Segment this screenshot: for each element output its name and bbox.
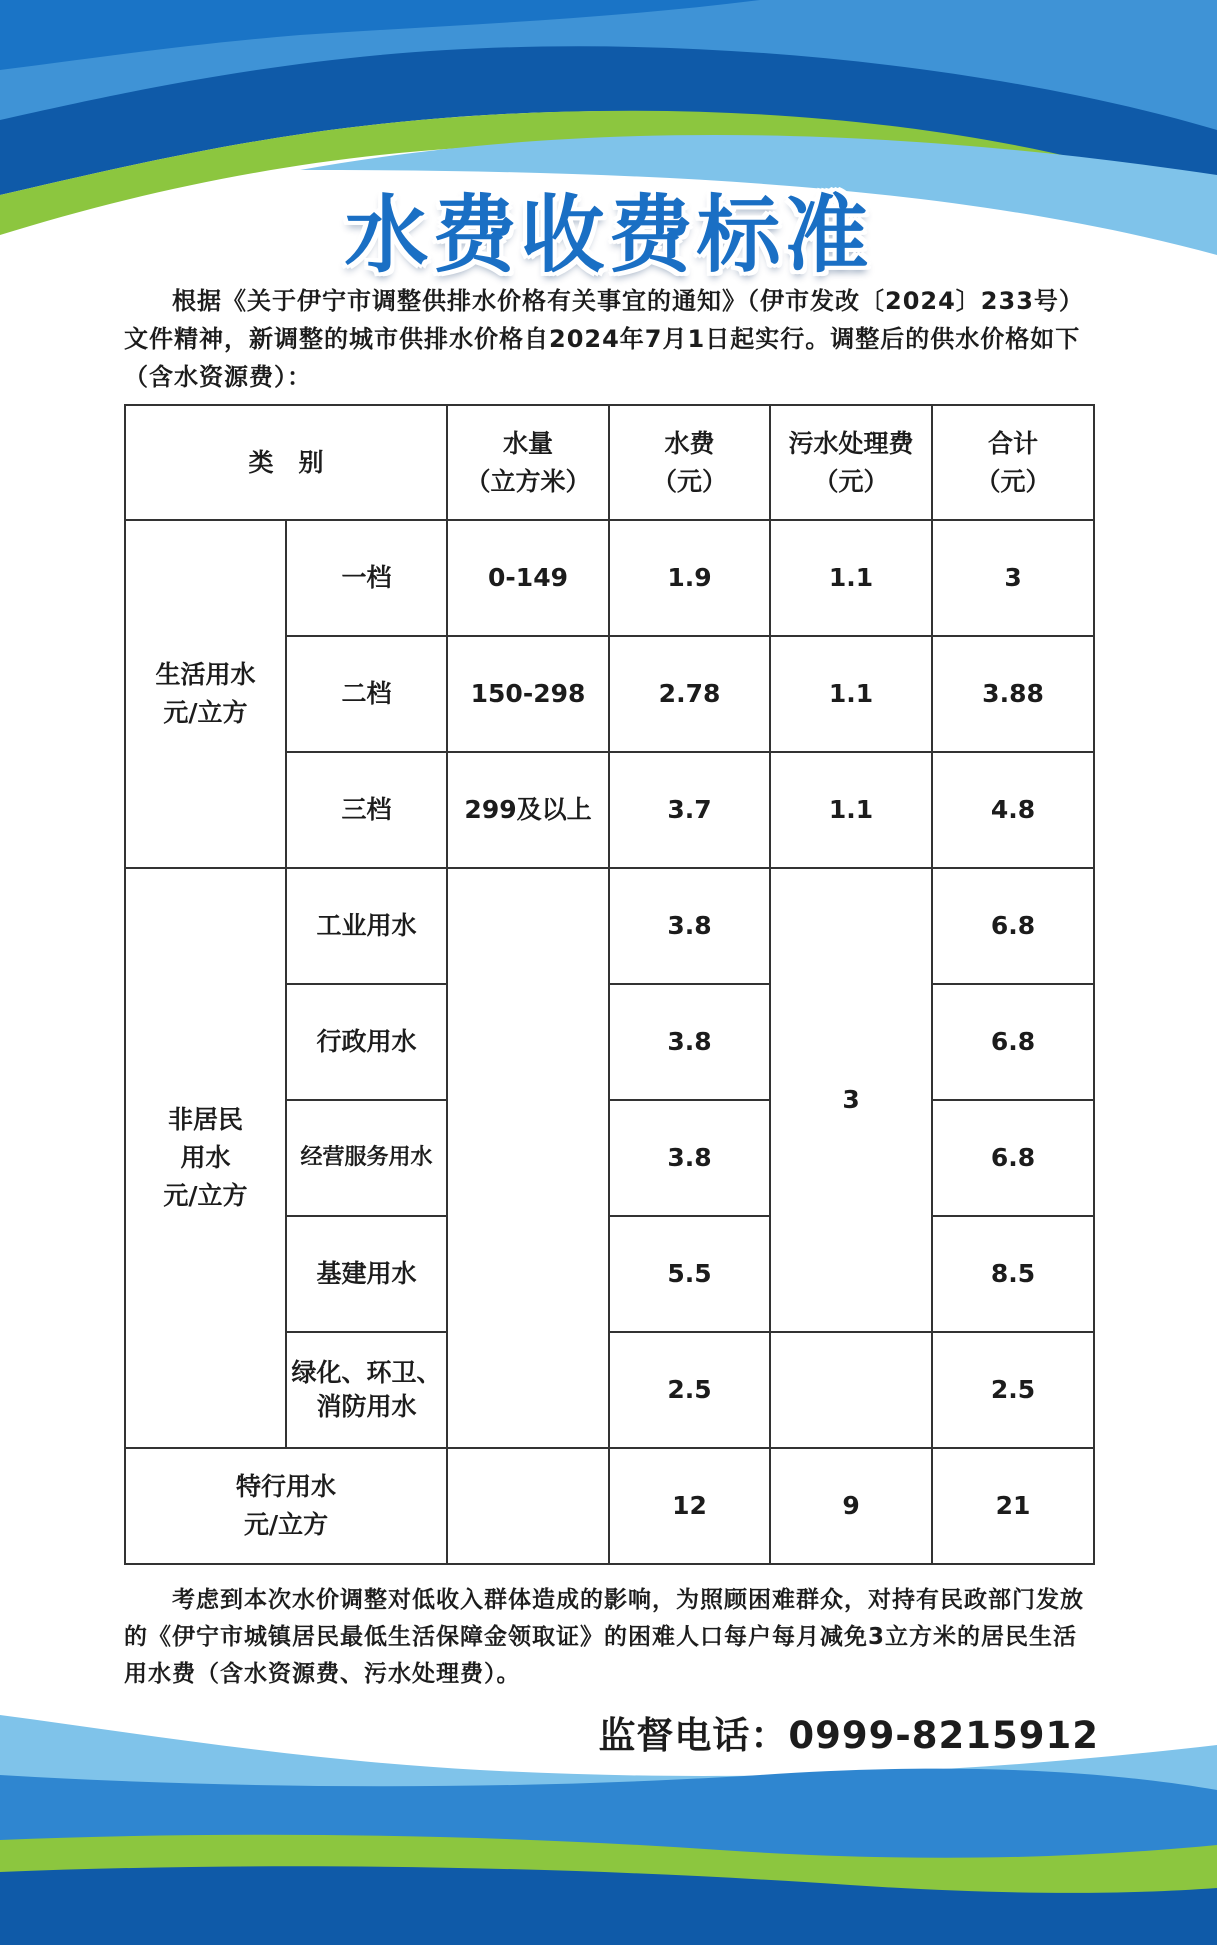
- usage-type-label: 经营服务用水: [286, 1100, 447, 1216]
- tier-label: 一档: [286, 520, 447, 636]
- supervision-hotline: 监督电话：0999-8215912: [598, 1714, 1099, 1757]
- volume-cell-empty: [447, 868, 609, 1448]
- water-fee-cell: 3.7: [609, 752, 770, 868]
- table-row: [125, 1448, 1094, 1564]
- non-residential-group-label: 非居民 用水 元/立方: [125, 868, 286, 1448]
- usage-type-label: 绿化、环卫、 消防用水: [286, 1332, 447, 1448]
- table-header-row: [125, 405, 1094, 520]
- total-cell: 4.8: [932, 752, 1094, 868]
- total-cell: 6.8: [932, 868, 1094, 984]
- water-fee-cell: 3.8: [609, 984, 770, 1100]
- header-volume: 水量 （立方米）: [447, 405, 609, 520]
- water-fee-cell: 5.5: [609, 1216, 770, 1332]
- volume-cell: 0-149: [447, 520, 609, 636]
- sewage-fee-cell-empty: [770, 1332, 932, 1448]
- total-cell: 8.5: [932, 1216, 1094, 1332]
- header-category: 类 别: [125, 405, 447, 520]
- water-fee-cell: 3.8: [609, 868, 770, 984]
- sewage-fee-cell: 1.1: [770, 636, 932, 752]
- header-water-fee: 水费 （元）: [609, 405, 770, 520]
- residential-group-label: 生活用水 元/立方: [125, 520, 286, 868]
- total-cell: 21: [932, 1448, 1094, 1564]
- water-fee-cell: 12: [609, 1448, 770, 1564]
- water-fee-table: [124, 404, 1095, 1565]
- total-cell: 6.8: [932, 984, 1094, 1100]
- water-fee-cell: 1.9: [609, 520, 770, 636]
- water-fee-cell: 3.8: [609, 1100, 770, 1216]
- total-cell: 2.5: [932, 1332, 1094, 1448]
- table-row: [125, 868, 1094, 984]
- intro-paragraph: 根据《关于伊宁市调整供排水价格有关事宜的通知》（伊市发改〔2024〕233号）文件精神，新调整的城市供排水价格自2024年7月1日起实行。调整后的供水价格如下（含水资源费）：: [124, 287, 1084, 391]
- special-group-label: 特行用水 元/立方: [125, 1448, 447, 1564]
- sewage-fee-cell: 1.1: [770, 752, 932, 868]
- sewage-fee-cell: 1.1: [770, 520, 932, 636]
- total-cell: 3.88: [932, 636, 1094, 752]
- total-cell: 3: [932, 520, 1094, 636]
- water-fee-cell: 2.78: [609, 636, 770, 752]
- sewage-fee-cell: 9: [770, 1448, 932, 1564]
- total-cell: 6.8: [932, 1100, 1094, 1216]
- volume-cell-empty: [447, 1448, 609, 1564]
- relief-note: 考虑到本次水价调整对低收入群体造成的影响，为照顾困难群众，对持有民政部门发放的《伊宁市城镇居民最低生活保障金领取证》的困难人口每户每月减免3立方米的居民生活用水费（含水资源费、污水处理费）。: [124, 1587, 1084, 1687]
- tier-label: 二档: [286, 636, 447, 752]
- usage-type-label: 基建用水: [286, 1216, 447, 1332]
- table-row: [125, 520, 1094, 636]
- volume-cell: 299及以上: [447, 752, 609, 868]
- usage-type-label: 行政用水: [286, 984, 447, 1100]
- volume-cell: 150-298: [447, 636, 609, 752]
- water-fee-cell: 2.5: [609, 1332, 770, 1448]
- tier-label: 三档: [286, 752, 447, 868]
- header-sewage-fee: 污水处理费 （元）: [770, 405, 932, 520]
- header-total: 合计 （元）: [932, 405, 1094, 520]
- usage-type-label: 工业用水: [286, 868, 447, 984]
- sewage-fee-shared-cell: 3: [770, 868, 932, 1332]
- page-title: 水费收费标准: [344, 186, 873, 284]
